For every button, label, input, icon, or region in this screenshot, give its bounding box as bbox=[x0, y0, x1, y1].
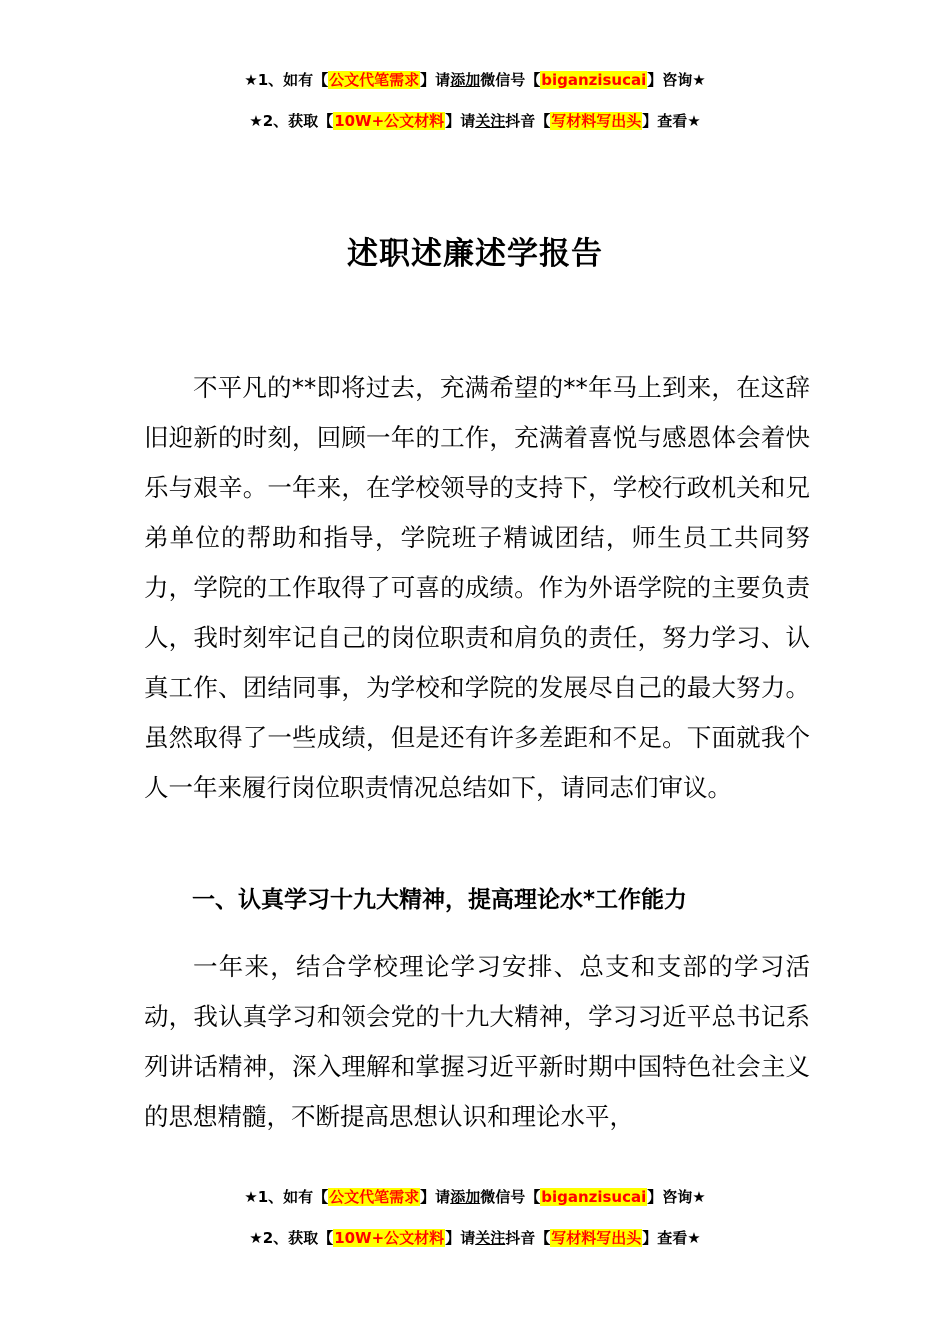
banner-text: 】请 bbox=[445, 1229, 476, 1247]
banner-highlight-account: 写材料写出头 bbox=[551, 1229, 642, 1247]
banner-prefix: ★2、获取【 bbox=[249, 112, 334, 130]
paragraph-text: 一年来，结合学校理论学习安排、总支和支部的学习活动，我认真学习和领会党的十九大精神，学习习近平总书记系列讲话精神，深入理解和掌握习近平新时期中国特色社会主义的思想精髓，不断提高思想认识和理论水平， bbox=[144, 952, 810, 1131]
banner-text: 抖音【 bbox=[505, 1229, 551, 1247]
section-heading-1: 一、认真学习十九大精神，提高理论水*工作能力 bbox=[192, 887, 688, 913]
banner-highlight-materials: 10W+公文材料 bbox=[334, 1229, 445, 1247]
banner-emphasis: 关注 bbox=[475, 112, 506, 130]
banner-text: 微信号【 bbox=[480, 71, 541, 89]
banner-prefix: ★2、获取【 bbox=[249, 1229, 334, 1247]
banner-highlight-wechat-id: biganzisucai bbox=[541, 71, 647, 89]
banner-suffix: 】咨询★ bbox=[647, 1188, 706, 1206]
banner-prefix: ★1、如有【 bbox=[244, 1188, 329, 1206]
banner-text: 】请 bbox=[420, 71, 451, 89]
banner-prefix: ★1、如有【 bbox=[244, 71, 329, 89]
banner-emphasis: 添加 bbox=[450, 1188, 481, 1206]
banner-highlight-account: 写材料写出头 bbox=[551, 112, 642, 130]
header-banner-line-1 bbox=[0, 70, 950, 90]
banner-text: 微信号【 bbox=[480, 1188, 541, 1206]
banner-emphasis: 添加 bbox=[450, 71, 481, 89]
banner-text: 】请 bbox=[445, 112, 476, 130]
banner-text: 】请 bbox=[420, 1188, 451, 1206]
body-paragraph-intro bbox=[144, 363, 810, 813]
banner-suffix: 】查看★ bbox=[642, 1229, 701, 1247]
document-title: 述职述廉述学报告 bbox=[347, 236, 603, 272]
banner-highlight-materials: 10W+公文材料 bbox=[334, 112, 445, 130]
header-banner-line-2 bbox=[0, 111, 950, 131]
banner-emphasis: 关注 bbox=[475, 1229, 506, 1247]
banner-highlight-service: 公文代笔需求 bbox=[329, 71, 420, 89]
banner-suffix: 】咨询★ bbox=[647, 71, 706, 89]
banner-highlight-wechat-id: biganzisucai bbox=[541, 1188, 647, 1206]
body-paragraph-study bbox=[144, 942, 810, 1142]
banner-highlight-service: 公文代笔需求 bbox=[329, 1188, 420, 1206]
banner-suffix: 】查看★ bbox=[642, 112, 701, 130]
footer-banner-line-2 bbox=[0, 1228, 950, 1248]
footer-banner-line-1 bbox=[0, 1187, 950, 1207]
banner-text: 抖音【 bbox=[505, 112, 551, 130]
paragraph-text: 不平凡的**即将过去，充满希望的**年马上到来，在这辞旧迎新的时刻，回顾一年的工作，充满着喜悦与感恩体会着快乐与艰辛。一年来，在学校领导的支持下，学校行政机关和兄弟单位的帮助和指导，学院班子精诚团结，师生员工共同努力，学院的工作取得了可喜的成绩。作为外语学院的主要负责人，我时刻牢记自己的岗位职责和肩负的责任，努力学习、认真工作、团结同事，为学校和学院的发展尽自己的最大努力。虽然取得了一些成绩，但是还有许多差距和不足。下面就我个人一年来履行岗位职责情况总结如下，请同志们审议。 bbox=[144, 373, 810, 802]
